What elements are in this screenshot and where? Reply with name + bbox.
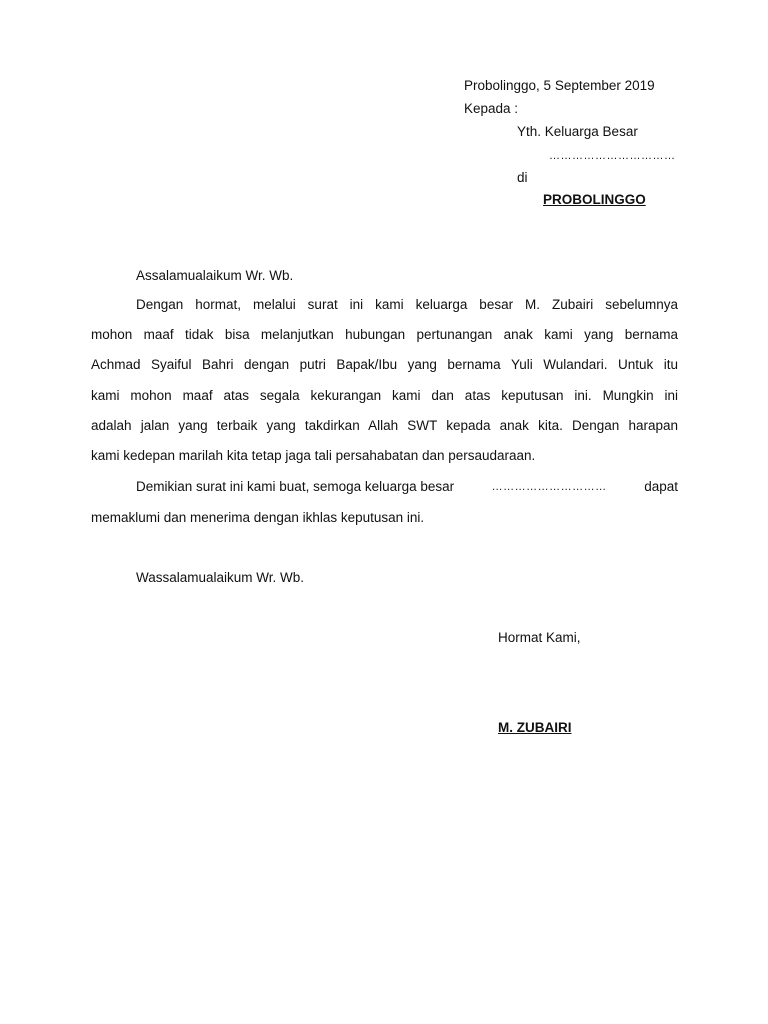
paragraph-1-line-3: Achmad Syaiful Bahri dengan putri Bapak/Ibu yang bernama Yuli Wulandari. Untuk itu [91, 357, 678, 372]
paragraph-2-line-2: memaklumi dan menerima dengan ikhlas keputusan ini. [91, 510, 425, 525]
paragraph-2-line-1 [136, 479, 678, 495]
di-label: di [517, 170, 528, 185]
paragraph-2-text: Demikian surat ini kami buat, semoga keluarga besar [136, 479, 455, 494]
paragraph-1-line-1: Dengan hormat, melalui surat ini kami keluarga besar M. Zubairi sebelumnya [136, 297, 678, 312]
paragraph-1-line-4: kami mohon maaf atas segala kekurangan kami dan atas keputusan ini. Mungkin ini [91, 388, 678, 403]
family-name-dots: ………………………… [491, 481, 607, 493]
paragraph-1-line-5: adalah jalan yang terbaik yang takdirkan Allah SWT kepada anak kita. Dengan harapan [91, 418, 678, 433]
regards: Hormat Kami, [498, 630, 581, 645]
place-date: Probolinggo, 5 September 2019 [464, 78, 655, 93]
greeting: Assalamualaikum Wr. Wb. [136, 268, 294, 283]
paragraph-1-line-2: mohon maaf tidak bisa melanjutkan hubungan pertunangan anak kami yang bernama [91, 327, 678, 342]
signatory-name: M. ZUBAIRI [498, 720, 572, 735]
recipient-line: Yth. Keluarga Besar [517, 124, 638, 139]
paragraph-2-end: dapat [644, 479, 678, 494]
kepada-label: Kepada : [464, 101, 519, 116]
city-name: PROBOLINGGO [543, 192, 646, 207]
recipient-dots: …………………………… [549, 150, 676, 162]
closing-salutation: Wassalamualaikum Wr. Wb. [136, 570, 305, 585]
paragraph-1-line-6: kami kedepan marilah kita tetap jaga tali persahabatan dan persaudaraan. [91, 448, 536, 463]
